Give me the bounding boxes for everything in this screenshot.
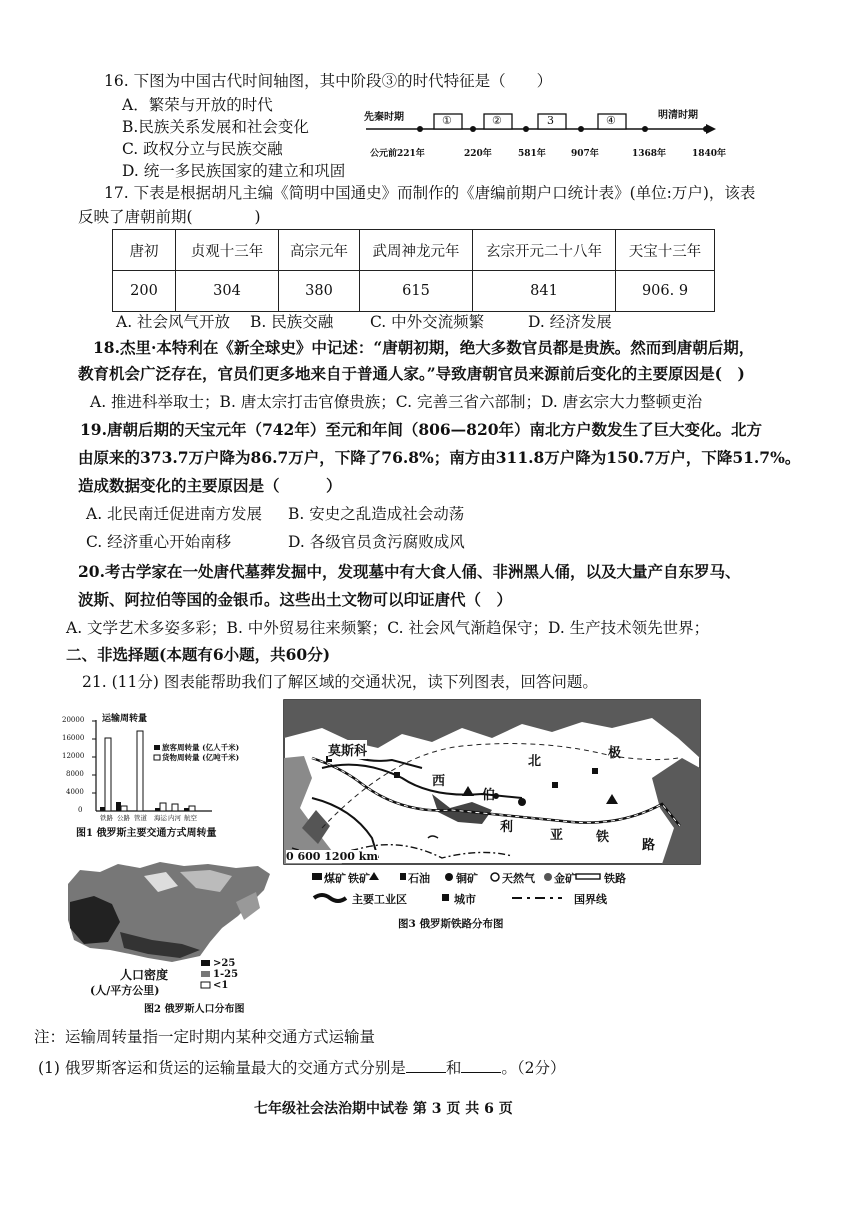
- fig3-scale: 0 600 1200 km: [286, 850, 378, 863]
- q21-sub1-mid: 和: [445, 1059, 462, 1077]
- q16-stem: 16. 下图为中国古代时间轴图，其中阶段③的时代特征是（ ）: [104, 72, 553, 90]
- fig3-legend-gold: 金矿: [554, 872, 576, 885]
- q19-option-d: D. 各级官员贪污腐败成风: [288, 533, 465, 551]
- timeline-date-2: 220年: [464, 149, 492, 159]
- fig1-tick: 8000: [66, 770, 84, 778]
- fig2-legend-unit: (人/平方公里): [90, 984, 160, 997]
- q16-timeline: [360, 96, 730, 162]
- q18-line1: 18.杰里·本特利在《新全球史》中记述：“唐朝初期，绝大多数官员都是贵族。然而到唐朝后期，: [93, 338, 755, 357]
- fig3-label-bo: 伯: [482, 788, 496, 803]
- fig1-category: 管道: [134, 814, 147, 822]
- fig1-tick: 0: [78, 806, 83, 814]
- q18-options: A. 推进科举取士；B. 唐太宗打击官僚贵族；C. 完善三省六部制；D. 唐玄宗大力整顿吏治: [90, 393, 703, 411]
- q21-sub1-suffix: 。（2分）: [501, 1059, 566, 1077]
- section-2-heading: 二、非选择题(本题有6小题，共60分): [66, 645, 331, 664]
- q19-line1: 19.唐朝后期的天宝元年（742年）至元和年间（806—820年）南北方户数发生了巨大变化。北方: [80, 420, 763, 439]
- fig3-label-li: 利: [500, 820, 514, 835]
- timeline-stage-1: ①: [442, 114, 452, 127]
- fig3-legend-coal: 煤矿: [324, 872, 346, 885]
- fig3-label-bei: 北: [528, 754, 542, 769]
- answer-blank-passenger[interactable]: [406, 1056, 446, 1073]
- page-footer: 七年级社会法治期中试卷 第 3 页 共 6 页: [254, 1101, 513, 1117]
- fig3-legend-gas: 天然气: [502, 872, 535, 885]
- fig2-legend-item: <1: [213, 980, 229, 991]
- q20-line2: 波斯、阿拉伯等国的金银币。这些出土文物可以印证唐代（ ）: [78, 590, 513, 609]
- fig3-label-lu: 路: [642, 838, 656, 853]
- answer-blank-freight[interactable]: [461, 1056, 501, 1073]
- fig1-transport-chart: [62, 712, 272, 842]
- fig3-label-ya: 亚: [550, 828, 564, 843]
- timeline-start-label: 先秦时期: [364, 112, 404, 123]
- timeline-date-5: 1368年: [632, 149, 667, 159]
- table-header: 高宗元年: [279, 230, 360, 271]
- population-table: [112, 229, 715, 312]
- fig2-caption: 图2 俄罗斯人口分布图: [144, 1004, 245, 1015]
- q16-option-d: D. 统一多民族国家的建立和巩固: [122, 162, 346, 180]
- timeline-date-3: 581年: [518, 149, 546, 159]
- fig3-legend-railway: 铁路: [604, 872, 626, 885]
- q19-line2: 由原来的373.7万户降为86.7万户，下降了76.8%；南方由311.8万户降为150.7万户，下降51.7%。: [78, 448, 801, 467]
- fig3-map-svg: [282, 698, 702, 866]
- timeline-stage-4: ④: [606, 114, 616, 127]
- fig3-legend-industrial: 主要工业区: [352, 893, 407, 906]
- table-cell: 304: [176, 271, 279, 312]
- table-header: 唐初: [113, 230, 176, 271]
- fig1-legend-freight: 货物周转量 (亿吨千米): [162, 753, 240, 762]
- q21-stem: 21. (11分) 图表能帮助我们了解区域的交通状况，读下列图表，回答问题。: [82, 673, 598, 691]
- fig1-category: 海运: [154, 814, 167, 822]
- fig3-legend-city: 城市: [454, 893, 476, 906]
- fig3-legend: [312, 870, 702, 910]
- fig3-legend-iron: 铁矿: [348, 872, 370, 885]
- fig2-legend-item: 1-25: [213, 969, 239, 980]
- fig1-tick: 20000: [62, 716, 85, 724]
- table-cell: 615: [360, 271, 473, 312]
- fig2-legend-item: >25: [213, 958, 236, 969]
- fig3-railway-map: [282, 698, 702, 938]
- fig3-caption: 图3 俄罗斯铁路分布图: [398, 918, 504, 930]
- q18-line2: 教育机会广泛存在，官员们更多地来自于普通人家。”导致唐朝官员来源前后变化的主要原因是( ): [78, 364, 745, 383]
- q16-option-a: A．繁荣与开放的时代: [122, 96, 273, 114]
- q20-line1: 20.考古学家在一处唐代墓葬发掘中，发现墓中有大食人俑、非洲黑人俑，以及大量产自东罗马、: [78, 562, 741, 581]
- table-row: [113, 271, 715, 312]
- timeline-stage-3: 3: [547, 114, 554, 127]
- q16-option-c: C. 政权分立与民族交融: [122, 140, 283, 158]
- fig1-tick: 12000: [62, 752, 85, 760]
- table-cell: 200: [113, 271, 176, 312]
- fig2-population-map: [60, 862, 276, 1016]
- fig3-label-xi: 西: [432, 774, 446, 789]
- fig1-caption: 图1 俄罗斯主要交通方式周转量: [76, 828, 217, 839]
- fig3-legend-copper: 铜矿: [456, 872, 478, 885]
- fig3-label-ji: 极: [608, 746, 622, 761]
- timeline-end-label: 明清时期: [658, 110, 698, 121]
- fig1-chart-svg: [62, 712, 272, 842]
- q19-option-c: C. 经济重心开始南移: [86, 533, 232, 551]
- q17-stem-line2: 反映了唐朝前期( ): [78, 208, 261, 226]
- q17-option-d: D. 经济发展: [528, 313, 612, 331]
- q21-sub1: [38, 1056, 566, 1078]
- table-row: [113, 230, 715, 271]
- q19-option-a: A. 北民南迁促进南方发展: [86, 505, 263, 523]
- q17-option-a: A. 社会风气开放: [116, 313, 231, 331]
- q16-option-b: B.民族关系发展和社会变化: [122, 118, 309, 136]
- q19-line3: 造成数据变化的主要原因是（ ）: [78, 476, 342, 495]
- fig1-ylabel: 运输周转量: [102, 714, 148, 724]
- q17-option-c: C. 中外交流频繁: [370, 313, 485, 331]
- timeline-stage-2: ②: [492, 114, 502, 127]
- table-header: 武周神龙元年: [360, 230, 473, 271]
- fig2-legend-title: 人口密度: [120, 968, 169, 982]
- fig3-label-tie: 铁: [596, 830, 610, 845]
- fig3-legend-border: 国界线: [574, 893, 607, 906]
- table-header: 贞观十三年: [176, 230, 279, 271]
- fig3-legend-oil: 石油: [408, 872, 430, 885]
- fig1-category: 公路: [117, 814, 130, 822]
- fig1-tick: 16000: [62, 734, 85, 742]
- fig1-category: 航空: [184, 814, 197, 822]
- fig1-category: 内河: [168, 814, 181, 822]
- q17-option-b: B. 民族交融: [250, 313, 334, 331]
- table-cell: 906. 9: [616, 271, 715, 312]
- fig1-tick: 4000: [66, 788, 84, 796]
- q19-option-b: B. 安史之乱造成社会动荡: [288, 505, 465, 523]
- fig1-legend-passenger: 旅客周转量 (亿人千米): [162, 743, 240, 752]
- q17-stem-line1: 17. 下表是根据胡凡主编《简明中国通史》而制作的《唐编前期户口统计表》(单位:万户)，该表: [104, 184, 756, 202]
- table-header: 玄宗开元二十八年: [473, 230, 616, 271]
- table-cell: 380: [279, 271, 360, 312]
- fig1-category: 铁路: [100, 814, 113, 822]
- timeline-date-4: 907年: [571, 149, 599, 159]
- fig3-label-moscow: 莫斯科: [328, 740, 367, 759]
- q20-options: A. 文学艺术多姿多彩；B. 中外贸易往来频繁；C. 社会风气渐趋保守；D. 生产技术领先世界；: [66, 619, 710, 637]
- table-header: 天宝十三年: [616, 230, 715, 271]
- q21-note: 注：运输周转量指一定时期内某种交通方式运输量: [34, 1028, 376, 1046]
- timeline-date-6: 1840年: [692, 149, 727, 159]
- timeline-date-1: 公元前221年: [370, 149, 425, 159]
- table-cell: 841: [473, 271, 616, 312]
- q21-sub1-prefix: (1) 俄罗斯客运和货运的运输量最大的交通方式分别是: [38, 1059, 406, 1077]
